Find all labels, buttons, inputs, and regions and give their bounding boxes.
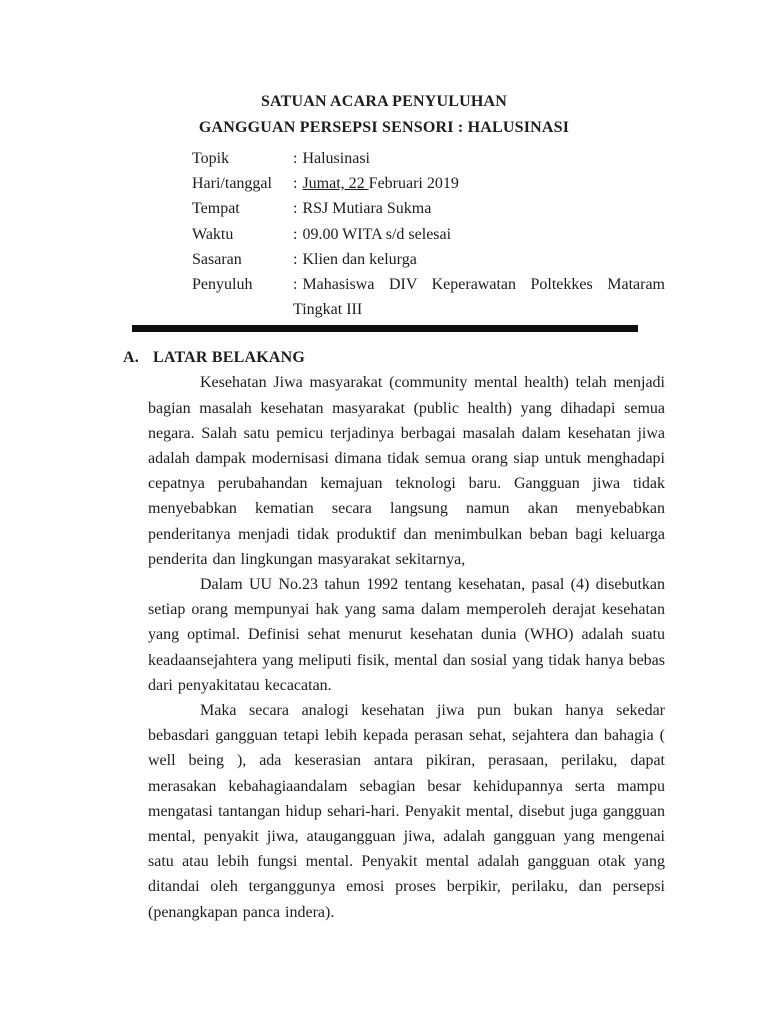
field-value-text: Februari 2019 bbox=[368, 175, 459, 193]
colon: : bbox=[293, 276, 298, 294]
title-block bbox=[0, 89, 768, 141]
field-label-sasaran: Sasaran bbox=[192, 250, 242, 268]
field-label-topik: Topik bbox=[192, 150, 230, 167]
field-value-hari-tanggal bbox=[293, 171, 665, 196]
field-value-text: RSJ Mutiara Sukma bbox=[302, 200, 432, 218]
field-value-text: 09.00 WITA s/d selesai bbox=[302, 225, 452, 243]
header-fields bbox=[192, 146, 665, 322]
field-row-waktu bbox=[192, 222, 665, 247]
latar-belakang-section bbox=[0, 345, 768, 924]
field-value-text: Halusinasi bbox=[302, 150, 370, 167]
field-value-topik bbox=[293, 146, 665, 171]
paragraph-3: Maka secara analogi kesehatan jiwa pun bukan hanya sekedar bebasdari gangguan tetapi lebih kepada perasan sehat, sejahtera dan bahagia ( well being ), ada keserasian antara pikiran, perasaan, perilaku, dapat merasakan kebahagiaandalam sebagian besar kehidupannya serta mampu mengatasi tantangan hidup sehari-hari. Penyakit mental, disebut juga gangguan mental, penyakit jiwa, ataugangguan jiwa, adalah gangguan yang mengenai satu atau lebih fungsi mental. Penyakit mental adalah gangguan otak yang ditandai oleh terganggunya emosi proses berpikir, perilaku, dan persepsi (penangkapan panca indera). bbox=[148, 702, 665, 921]
field-row-tempat bbox=[192, 196, 665, 221]
colon: : bbox=[293, 225, 298, 243]
section-divider-rule bbox=[132, 325, 638, 332]
colon: : bbox=[293, 200, 298, 218]
field-label-penyuluh: Penyuluh bbox=[192, 276, 253, 294]
field-label-waktu: Waktu bbox=[192, 225, 234, 243]
field-value-tempat bbox=[293, 196, 665, 221]
paragraph-1: Kesehatan Jiwa masyarakat (community mental health) telah menjadi bagian masalah kesehatan masyarakat (public health) yang dihadapi semua negara. Salah satu pemicu terjadinya berbagai masalah dalam kesehatan jiwa adalah dampak modernisasi dimana tidak semua orang siap untuk menghadapi cepatnya perubahandan kemajuan teknologi baru. Gangguan jiwa tidak menyebabkan kematian secara langsung namun akan menyebabkan penderitanya menjadi tidak produktif dan menimbulkan beban bagi keluarga penderita dan lingkungan masyarakat sekitarnya, bbox=[148, 374, 665, 568]
section-marker: A. bbox=[123, 349, 139, 367]
field-value-underlined-text: Jumat, 22 bbox=[302, 175, 369, 193]
field-row-sasaran bbox=[192, 247, 665, 272]
field-label-tempat: Tempat bbox=[192, 200, 240, 218]
field-row-topik bbox=[192, 146, 665, 171]
section-body bbox=[148, 370, 665, 924]
colon: : bbox=[293, 250, 298, 268]
paragraph-2: Dalam UU No.23 tahun 1992 tentang kesehatan, pasal (4) disebutkan setiap orang mempunyai hak yang sama dalam memperoleh derajat kesehatan yang optimal. Definisi sehat menurut kesehatan dunia (WHO) adalah suatu keadaansejahtera yang meliputi fisik, mental dan sosial yang tidak hanya bebas dari penyakitatau kecacatan. bbox=[148, 576, 665, 694]
field-value-text: Klien dan kelurga bbox=[302, 250, 417, 268]
section-heading bbox=[123, 345, 768, 370]
field-value-penyuluh bbox=[293, 272, 665, 322]
colon: : bbox=[293, 175, 298, 193]
colon: : bbox=[293, 150, 298, 167]
field-label-hari-tanggal: Hari/tanggal bbox=[192, 175, 272, 193]
document-subtitle: GANGGUAN PERSEPSI SENSORI : HALUSINASI bbox=[198, 119, 570, 136]
field-value-sasaran bbox=[293, 247, 665, 272]
field-row-penyuluh bbox=[192, 272, 665, 322]
section-heading-text: LATAR BELAKANG bbox=[153, 349, 306, 367]
document-title: SATUAN ACARA PENYULUHAN bbox=[260, 93, 508, 110]
field-value-waktu bbox=[293, 222, 665, 247]
field-value-text: Mahasiswa DIV Keperawatan Poltekkes Mataram Tingkat III bbox=[293, 276, 665, 319]
field-row-hari-tanggal bbox=[192, 171, 665, 196]
